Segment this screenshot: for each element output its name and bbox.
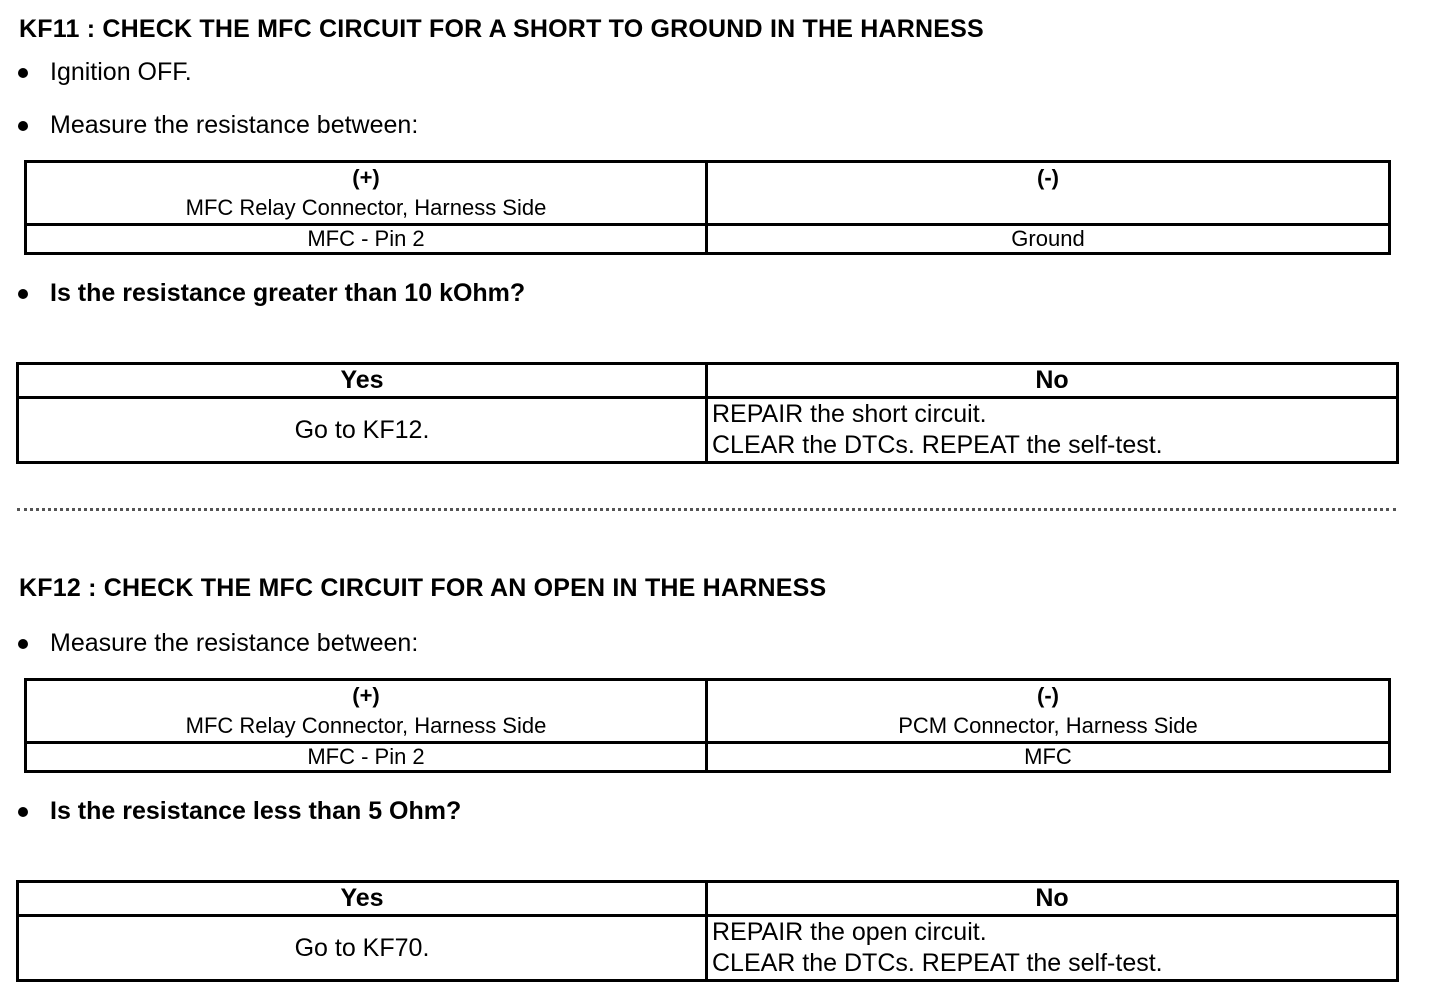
- minus-sign: (-): [1037, 683, 1059, 708]
- measure-table-kf12: [24, 678, 1391, 773]
- minus-label: PCM Connector, Harness Side: [898, 713, 1198, 738]
- no-header: No: [707, 364, 1398, 398]
- bullet-icon: [18, 68, 28, 78]
- plus-header-cell: [26, 162, 707, 225]
- no-action-line: CLEAR the DTCs. REPEAT the self-test.: [712, 431, 1163, 459]
- step-measure: [18, 629, 418, 658]
- no-action-line: REPAIR the open circuit.: [712, 918, 987, 946]
- section-title-kf11: KF11 : CHECK THE MFC CIRCUIT FOR A SHORT TO GROUND IN THE HARNESS: [19, 15, 984, 43]
- minus-header-cell: [707, 162, 1390, 225]
- yes-action: Go to KF70.: [18, 916, 707, 981]
- plus-sign: (+): [352, 683, 380, 708]
- plus-label: MFC Relay Connector, Harness Side: [185, 713, 547, 738]
- step-ignition-off: [18, 58, 192, 87]
- bullet-icon: [18, 289, 28, 299]
- minus-sign: (-): [1037, 165, 1059, 190]
- section-divider: [17, 508, 1396, 511]
- plus-value-cell: MFC - Pin 2: [26, 225, 707, 254]
- plus-label: MFC Relay Connector, Harness Side: [185, 195, 547, 220]
- section-title-kf12: KF12 : CHECK THE MFC CIRCUIT FOR AN OPEN IN THE HARNESS: [19, 574, 827, 602]
- measure-table-kf11: [24, 160, 1391, 255]
- step-text: Measure the resistance between:: [50, 629, 419, 657]
- answer-table-kf11: [16, 362, 1399, 464]
- step-measure: [18, 111, 418, 140]
- step-text: Measure the resistance between:: [50, 111, 419, 139]
- no-action-line: REPAIR the short circuit.: [712, 400, 987, 428]
- step-text: Ignition OFF.: [50, 58, 192, 86]
- no-action: [707, 916, 1398, 981]
- bullet-icon: [18, 121, 28, 131]
- no-action-line: CLEAR the DTCs. REPEAT the self-test.: [712, 949, 1163, 977]
- answer-table-kf12: [16, 880, 1399, 982]
- bullet-icon: [18, 807, 28, 817]
- bullet-icon: [18, 639, 28, 649]
- question-text: Is the resistance less than 5 Ohm?: [50, 797, 462, 825]
- plus-header-cell: [26, 680, 707, 743]
- question-kf11: [18, 279, 525, 308]
- yes-header: Yes: [18, 882, 707, 916]
- minus-value-cell: MFC: [707, 743, 1390, 772]
- plus-sign: (+): [352, 165, 380, 190]
- yes-header: Yes: [18, 364, 707, 398]
- minus-value-cell: Ground: [707, 225, 1390, 254]
- no-action: [707, 398, 1398, 463]
- yes-action: Go to KF12.: [18, 398, 707, 463]
- question-kf12: [18, 797, 461, 826]
- no-header: No: [707, 882, 1398, 916]
- minus-header-cell: [707, 680, 1390, 743]
- question-text: Is the resistance greater than 10 kOhm?: [50, 279, 526, 307]
- plus-value-cell: MFC - Pin 2: [26, 743, 707, 772]
